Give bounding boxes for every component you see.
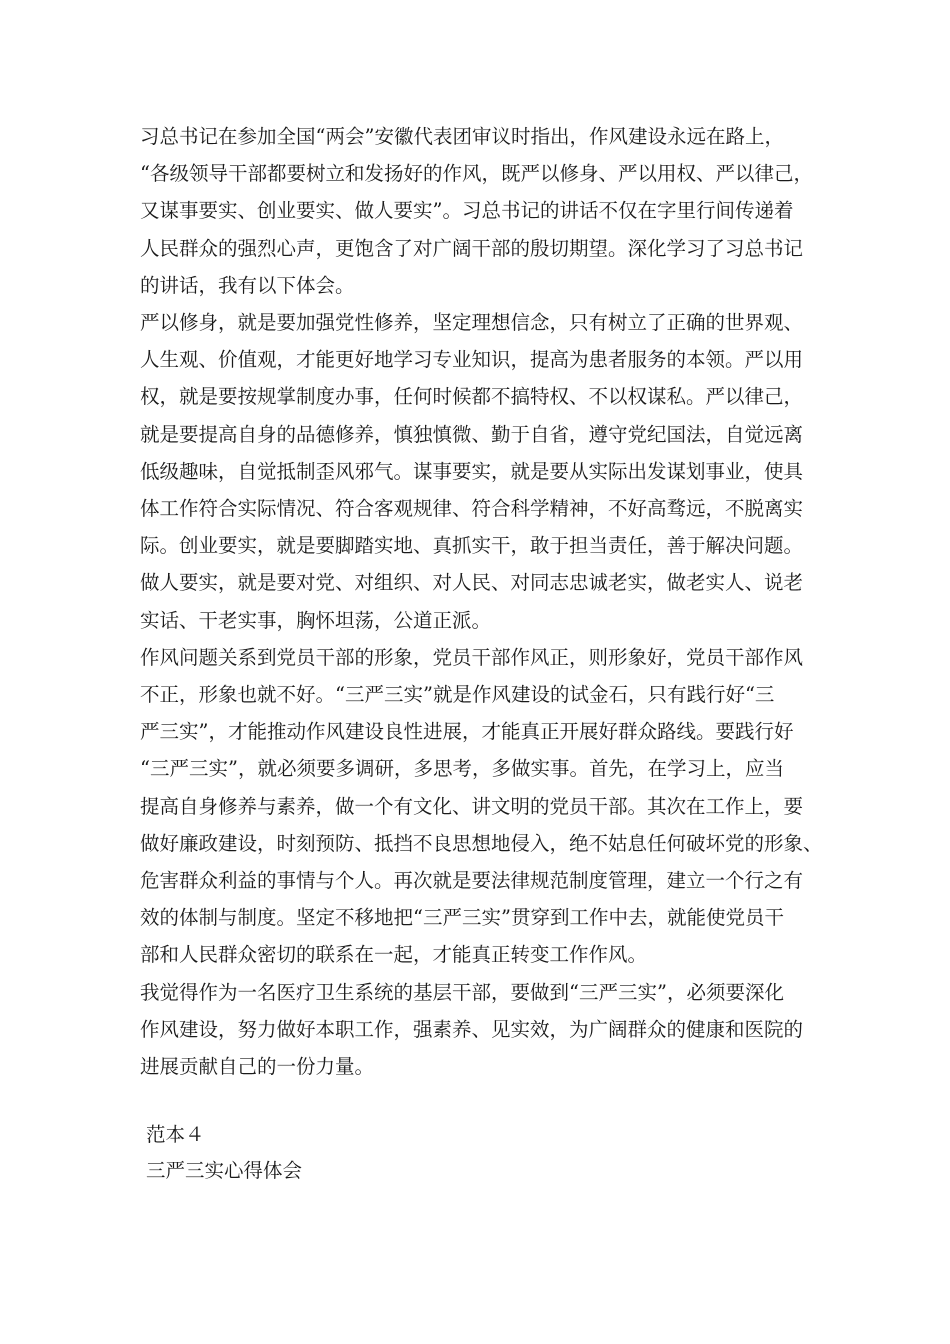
text-line: 严以修身，就是要加强党性修养，坚定理想信念，只有树立了正确的世界观、 [140,311,804,335]
paragraph-2 [140,304,820,639]
text-line: 做人要实，就是要对党、对组织、对人民、对同志忠诚老实，做老实人、说老 [140,571,804,595]
text-line: 就是要提高自身的品德修养，慎独慎微、勤于自省，遵守党纪国法，自觉远离 [140,422,804,446]
text-line: “三严三实”，就必须要多调研，多思考，多做实事。首先，在学习上，应当 [140,757,784,781]
paragraph-4 [140,974,820,1086]
text-line: 权，就是要按规掌制度办事，任何时候都不搞特权、不以权谋私。严以律己， [140,385,804,409]
text-line: 低级趣味，自觉抵制歪风邪气。谋事要实，就是要从实际出发谋划事业，使具 [140,459,804,483]
text-line: 作风问题关系到党员干部的形象，党员干部作风正，则形象好，党员干部作风 [140,645,804,669]
text-line: 作风建设，努力做好本职工作，强素养、见实效，为广阔群众的健康和医院的 [140,1017,804,1041]
section-heading [146,1117,302,1189]
paragraph-1 [140,118,820,304]
text-line: 我觉得作为一名医疗卫生系统的基层干部，要做到“三严三实”，必须要深化 [140,980,784,1004]
paragraph-3 [140,639,823,974]
text-line: 不正，形象也就不好。“三严三实”就是作风建设的试金石，只有践行好“三 [140,683,775,707]
text-line: 又谋事要实、创业要实、做人要实”。习总书记的讲话不仅在字里行间传递着 [140,199,794,223]
text-line: 进展贡献自己的一份力量。 [140,1055,375,1079]
section-title: 三严三实心得体会 [146,1159,303,1182]
text-line: 严三实”，才能推动作风建设良性进展，才能真正开展好群众路线。要践行好 [140,720,794,744]
text-line: 危害群众利益的事情与个人。再次就是要法律规范制度管理，建立一个行之有 [140,869,804,893]
text-line: 人生观、价值观，才能更好地学习专业知识，提高为患者服务的本领。严以用 [140,348,804,372]
text-line: 做好廉政建设，时刻预防、抵挡不良思想地侵入，绝不姑息任何破坏党的形象、 [140,831,823,855]
text-line: 习总书记在参加全国“两会”安徽代表团审议时指出，作风建设永远在路上， [140,125,784,148]
text-line: 部和人民群众密切的联系在一起，才能真正转变工作作风。 [140,943,648,967]
text-line: 的讲话，我有以下体会。 [140,273,355,297]
text-line: 际。创业要实，就是要脚踏实地、真抓实干，敢于担当责任，善于解决问题。 [140,534,804,558]
text-line: 体工作符合实际情况、符合客观规律、符合科学精神，不好高骛远，不脱离实 [140,497,804,521]
section-label: 范本４ [146,1123,205,1146]
document-body [140,118,823,1085]
text-line: “各级领导干部都要树立和发扬好的作风，既严以修身、严以用权、严以律己， [140,162,813,186]
text-line: 实话、干老实事，胸怀坦荡，公道正派。 [140,608,492,632]
text-line: 提高自身修养与素养，做一个有文化、讲文明的党员干部。其次在工作上，要 [140,794,804,818]
text-line: 人民群众的强烈心声，更饱含了对广阔干部的殷切期望。深化学习了习总书记 [140,236,804,260]
text-line: 效的体制与制度。坚定不移地把“三严三实”贯穿到工作中去，就能使党员干 [140,906,784,930]
